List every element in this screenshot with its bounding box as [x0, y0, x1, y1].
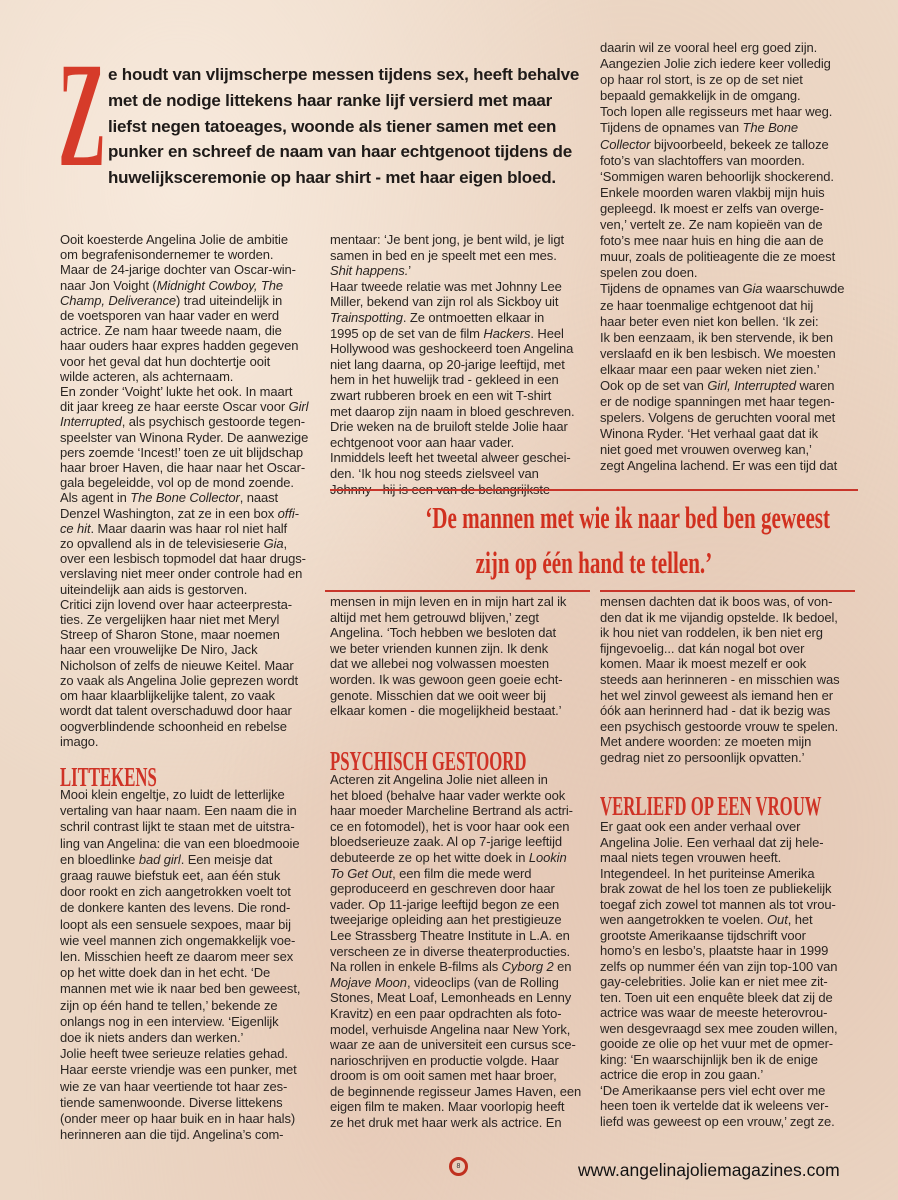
text-segment: . Heel: [530, 325, 564, 341]
intro-line: met de nodige littekens haar ranke lijf versierd met maar: [108, 90, 552, 110]
text-line: maal niets tegen vrouwen heeft.: [600, 850, 782, 865]
text-line: Haar eerste vriendje was een punker, met: [60, 1062, 297, 1078]
text-line: homo’s en lesbo’s, plaatste haar in 1999: [600, 943, 829, 958]
text-segment: Als agent in: [60, 490, 131, 506]
text-line: zegt Angelina lachend. Er was een tijd dat: [600, 458, 838, 474]
text-segment: waren: [795, 377, 835, 393]
text-line: spelers. Volgens de geruchten vooral met: [600, 410, 836, 426]
text-line: we beter vrienden kunnen zijn. Ik denk: [330, 640, 549, 656]
column-2-bottom-text: [330, 772, 600, 1131]
text-line: verslaafd en ik ben lesbisch. We moesten: [600, 345, 836, 361]
text-line: ze haar toenmalige echtgenoot dat hij: [600, 297, 814, 313]
column-1-top-text: [60, 232, 330, 749]
text-line: mensen in mijn leven en in mijn hart zal ik: [330, 594, 567, 609]
text-line: [330, 975, 600, 991]
text-line: de voetsporen van haar vader en werd: [60, 308, 279, 324]
text-line: Met andere woorden: ze moeten mijn: [600, 734, 812, 750]
text-line: de donkere kanten des levens. Die rond-: [60, 900, 291, 916]
text-line: ce en fotomodel), het is voor haar ook een: [330, 818, 570, 834]
page-number-badge: 8: [449, 1157, 468, 1176]
text-line: bepaald gemakkelijk in de omgang.: [600, 88, 801, 104]
text-line: samen in bed en je speelt met een mes.: [330, 247, 557, 263]
text-segment: . Ze ontmoetten elkaar in: [402, 309, 545, 325]
text-segment: ,: [283, 536, 288, 552]
text-line: zwart rubberen broek en een wit T-shirt: [330, 387, 552, 403]
text-line: mensen dachten dat ik boos was, of von-: [600, 594, 833, 609]
text-line: Haar tweede relatie was met Johnny Lee: [330, 278, 562, 294]
text-line: ‘Sommigen waren behoorlijk shockerend.: [600, 168, 834, 184]
text-line: mannen met wie ik naar bed ben geweest,: [60, 981, 301, 997]
text-line: Jolie heeft twee serieuze relaties gehad.: [60, 1046, 288, 1062]
text-line: [60, 536, 330, 551]
text-line: geproduceerd en geschreven door haar: [330, 881, 555, 897]
text-line: [330, 850, 600, 866]
pull-quote-top-rule: [330, 489, 858, 491]
text-line: Miller, bekend van zijn rol als Sickboy uit: [330, 294, 559, 310]
text-line: haar moeder Marcheline Bertrand als actri-: [330, 803, 573, 819]
text-line: actrice. Ze nam haar tweede naam, die: [60, 323, 282, 339]
text-line: komen. Maar ik moest mezelf er ook: [600, 656, 807, 672]
text-line: [60, 399, 330, 414]
text-line: bloedserieuze zaak. Al op 7-jarige leeftijd: [330, 834, 563, 850]
text-line: waar ze aan de universiteit een cursus sce-: [330, 1037, 576, 1053]
text-line: haar ouders haar expres hadden gegeven: [60, 338, 299, 354]
italic-title: bad girl: [138, 851, 181, 867]
text-line: wen desgevraagd sex mee zouden willen,: [600, 1020, 838, 1036]
text-line: [60, 521, 330, 536]
text-line: door rookt en zich aangetrokken voelt tot: [60, 884, 291, 900]
intro-line: huwelijksceremonie op haar shirt - met haar eigen bloed.: [108, 168, 556, 188]
text-line: liefd was geweest op een vrouw,’ zegt ze.: [600, 1113, 835, 1129]
text-line: voor het geval dat hun dochtertje ooit: [60, 353, 271, 369]
text-line: droom is om ooit samen met haar broer,: [330, 1068, 557, 1084]
heading-psychisch-gestoord: PSYCHISCH GESTOORD: [330, 746, 527, 776]
text-line: [600, 120, 870, 136]
text-line: wie ze van haar veertiende tot haar zes-: [60, 1078, 288, 1094]
intro-paragraph: [108, 62, 588, 191]
text-line: Acteren zit Angelina Jolie niet alleen in: [330, 772, 548, 787]
text-line: zelfs op nummer één van zijn top-100 van: [600, 958, 838, 974]
text-line: zo vaak als Angelina Jolie geprezen wordt: [60, 672, 298, 688]
text-line: ven,’ vertelt ze. Ze nam kopieën van de: [600, 217, 823, 233]
text-line: loopt als een sensuele sexpoes, maar bij: [60, 916, 291, 932]
text-segment: Denzel Washington, zat ze in een box: [60, 505, 278, 521]
text-line: imago.: [60, 733, 99, 749]
text-line: [330, 866, 600, 882]
pull-quote-bottom-rule-left: [325, 590, 590, 592]
text-line: den dat ik me vijandig opstelde. Ik bedoel,: [600, 609, 838, 625]
text-line: onlangs nog in een interview. ‘Eigenlijk: [60, 1013, 279, 1029]
text-segment: . Maar daarin was haar rol niet half: [90, 520, 288, 536]
italic-title: Girl: [288, 399, 309, 415]
italic-title: ce hit: [60, 520, 91, 536]
text-line: echtgenoot voor aan haar vader.: [330, 434, 515, 450]
text-line: Winona Ryder. ‘Het verhaal gaat dat ik: [600, 426, 819, 442]
text-line: graag rauwe biefstuk eet, aan één stuk: [60, 868, 281, 884]
text-line: [330, 326, 600, 342]
text-line: genote. Misschien dat we ooit weer bij: [330, 687, 546, 703]
text-line: [60, 278, 330, 293]
text-line: Ooit koesterde Angelina Jolie de ambitie: [60, 232, 288, 247]
italic-title: Gia: [742, 281, 763, 297]
text-segment: . Een meisje dat: [180, 851, 273, 867]
text-line: tweejarige opleiding aan het prestigieuze: [330, 912, 562, 928]
text-segment: bijvoorbeeld, bekeek ze talloze: [650, 136, 829, 152]
italic-title: Lookin: [528, 849, 567, 865]
text-line: doe ik niets anders dan werken.’: [60, 1030, 244, 1046]
text-line: óók aan herinnerd had - dat ik bezig was: [600, 703, 831, 719]
italic-title: Champ, Deliverance: [60, 292, 176, 308]
italic-title: Out: [767, 912, 788, 927]
text-line: gepleegd. Ik moest er zelfs van overge-: [600, 200, 824, 216]
drop-cap: Z: [58, 32, 107, 198]
text-line: Angelina Jolie. Een verhaal dat zij hele-: [600, 834, 824, 850]
text-segment: Tijdens de opnames van: [600, 120, 743, 136]
text-line: herinneren aan die tijd. Angelina’s com-: [60, 1127, 284, 1143]
text-line: haar een vrouwelijke De Niro, Jack: [60, 642, 258, 658]
text-line: Angelina. ‘Toch hebben we besloten dat: [330, 625, 557, 641]
text-line: Enkele moorden waren vlakbij mijn huis: [600, 184, 825, 200]
text-line: Mooi klein engeltje, zo luidt de letterlijke: [60, 787, 285, 802]
text-segment: naar Jon Voight (: [60, 277, 157, 293]
text-line: (onder meer op haar buik en in haar hals): [60, 1111, 296, 1127]
text-line: tiende samenwoonde. Diverse littekens: [60, 1094, 283, 1110]
text-line: len. Misschien heeft ze daarom meer sex: [60, 949, 294, 965]
text-segment: , videoclips (van de Rolling: [406, 974, 559, 990]
heading-verliefd-op-een-vrouw: VERLIEFD OP EEN VROUW: [600, 791, 822, 821]
intro-line: liefst negen tatoeages, woonde als tiener samen met een: [108, 116, 557, 136]
text-line: elkaar maar een paar weken niet zien.’: [600, 361, 820, 377]
text-segment: , een film die mede werd: [392, 865, 532, 881]
text-line: [600, 137, 870, 153]
text-line: speelster van Winona Ryder. De aanwezige: [60, 429, 309, 445]
text-line: wilde acteren, als achternaam.: [60, 368, 234, 384]
text-line: mentaar: ‘Je bent jong, je bent wild, je ligt: [330, 232, 564, 247]
text-line: [330, 959, 600, 975]
text-line: Stones, Meat Loaf, Lemonheads en Lenny: [330, 990, 572, 1006]
pull-quote-text: ‘De mannen met wie ik naar bed ben geweest: [425, 500, 831, 535]
text-line: niet lang daarna, op 20-jarige leeftijd, met: [330, 356, 565, 372]
text-line: [330, 310, 600, 326]
italic-title: The Bone: [742, 120, 799, 136]
italic-title: Cyborg 2: [501, 959, 554, 975]
text-line: haar beter even niet kon bellen. ‘Ik zei:: [600, 313, 819, 329]
text-line: En zonder ‘Voight’ lukte het ook. In maart: [60, 384, 293, 400]
italic-title: offi-: [277, 505, 299, 521]
text-line: Er gaat ook een ander verhaal over: [600, 819, 801, 834]
text-line: narioschrijven en productie volgde. Haar: [330, 1052, 559, 1068]
text-line: worden. Ik was gewoon geen goeie echt-: [330, 671, 563, 687]
text-segment: debuteerde ze op het witte doek in: [330, 849, 529, 865]
text-line: Lee Strassberg Theatre Institute in L.A. en: [330, 927, 570, 943]
italic-title: Gia: [263, 536, 284, 552]
text-line: ten. Toen uit een enquête bleek dat zij de: [600, 989, 833, 1005]
text-line: Nicholson of zelfs de nieuwe Keitel. Maar: [60, 657, 294, 673]
italic-title: Hackers: [483, 325, 531, 341]
italic-title: Mojave Moon: [330, 974, 407, 990]
text-line: Critici zijn lovend over haar acteerpresta-: [60, 596, 292, 612]
text-line: oogverblindende schoonheid en rebelse: [60, 718, 287, 734]
text-line: foto’s van slachtoffers van moorden.: [600, 152, 805, 168]
text-line: king: ‘En waarschijnlijk ben ik de enige: [600, 1051, 818, 1067]
text-line: [60, 852, 330, 868]
text-line: ze het druk met haar werk als actrice. En: [330, 1115, 562, 1131]
text-line: Hollywood was geshockeerd toen Angelina: [330, 341, 574, 357]
text-line: verslaving niet meer onder controle had en: [60, 566, 303, 582]
text-line: Streep of Sharon Stone, maar noemen: [60, 627, 280, 643]
text-line: hem in het huwelijk trad - gekleed in een: [330, 372, 559, 388]
column-3-bottom-text: [600, 819, 870, 1129]
text-line: gooide ze olie op het vuur met de opmer-: [600, 1036, 834, 1051]
text-line: [60, 506, 330, 521]
text-segment: ) trad uiteindelijk in: [175, 292, 283, 308]
text-line: Maar de 24-jarige dochter van Oscar-win-: [60, 262, 296, 278]
italic-title: The Bone Collector: [130, 490, 240, 506]
text-line: het wel zinvol geweest als iemand hen er: [600, 687, 834, 703]
text-line: wordt dat talent overschaduwd door haar: [60, 703, 292, 719]
column-3-middle-text: [600, 594, 870, 766]
text-line: heen toen ik vertelde dat ik weleens ver-: [600, 1098, 829, 1113]
text-line: [60, 414, 330, 429]
column-1-bottom-text: [60, 787, 330, 1143]
text-segment: Tijdens de opnames van: [600, 281, 743, 297]
text-line: vertaling van haar naam. Een naam die in: [60, 803, 297, 819]
pull-quote-text: zijn op één hand te tellen.’: [475, 545, 713, 580]
text-line: den. ‘Ik hou nog steeds zielsveel van: [330, 465, 539, 481]
heading-littekens: LITTEKENS: [60, 762, 157, 792]
text-line: ik hou niet van roddelen, ik ben niet erg: [600, 625, 823, 641]
text-segment: , naast: [239, 490, 279, 506]
text-line: een psychisch gestoorde vrouw te spelen.: [600, 718, 839, 734]
text-line: gay-celebrities. Jolie kan er niet mee zit-: [600, 974, 828, 989]
text-line: dat we allebei nog volwassen moesten: [330, 656, 549, 672]
text-line: uiteindelijk aan aids is gestorven.: [60, 581, 248, 597]
text-line: met daarop zijn naam in bloed geschreven.: [330, 403, 575, 419]
text-line: Integendeel. In het puriteinse Amerika: [600, 865, 815, 881]
pull-quote-line-1: [330, 500, 858, 536]
text-line: [600, 378, 870, 394]
intro-line: punker en schreef de naam van haar echtgenoot tijdens de: [108, 142, 572, 162]
text-segment: en: [553, 959, 572, 975]
italic-title: Midnight Cowboy, The: [156, 277, 283, 293]
text-line: er de nodige spanningen met haar tegen-: [600, 394, 835, 410]
italic-title: Collector: [600, 136, 651, 152]
italic-title: Girl, Interrupted: [707, 377, 796, 393]
text-line: Toch lopen alle regisseurs met haar weg.: [600, 104, 833, 120]
text-line: fijngevoelig... dat kán nogal bot over: [600, 640, 805, 656]
text-line: steeds aan herinneren - en misschien was: [600, 671, 840, 687]
text-line: Kravitz) en een paar opdrachten als foto-: [330, 1005, 562, 1021]
text-line: op haar rol stort, is ze op de set niet: [600, 72, 803, 88]
text-line: [330, 263, 600, 279]
text-line: Inmiddels leeft het tweetal alweer geschei-: [330, 450, 571, 466]
text-line: [600, 912, 870, 928]
text-segment: ’: [408, 263, 412, 279]
text-segment: , als psychisch gestoorde tegen-: [121, 414, 306, 430]
text-line: op het witte doek dan in het echt. ‘De: [60, 965, 271, 981]
text-line: [60, 293, 330, 308]
italic-title: Interrupted: [60, 414, 122, 430]
text-line: vader. Op 11-jarige leeftijd begon ze een: [330, 896, 560, 912]
text-line: verscheen ze in diverse theaterproducties.: [330, 943, 571, 959]
text-line: over een lesbisch topmodel dat haar drugs-: [60, 551, 306, 567]
text-line: [600, 281, 870, 297]
text-line: om haar klaarblijkelijke talent, zo vaak: [60, 688, 275, 704]
text-line: foto’s mee naar huis en hing die aan de: [600, 233, 824, 249]
italic-title: Trainspotting: [330, 309, 403, 325]
column-3-top-text: [600, 40, 870, 475]
text-line: spelen zou doen.: [600, 265, 698, 281]
text-segment: wen aangetrokken te voelen.: [600, 912, 768, 927]
text-line: zijn op één hand te tellen,’ bekende ze: [60, 997, 278, 1013]
text-line: gala begeleidde, vol op de mond zoende.: [60, 475, 294, 491]
text-segment: zo opvallend als in de televisieserie: [60, 536, 264, 552]
text-line: [60, 490, 330, 505]
text-line: niet goed met vrouwen overweg kan,’: [600, 442, 812, 458]
text-line: haar broer Haven, die haar naar het Oscar-: [60, 460, 306, 476]
text-segment: en bloedlinke: [60, 851, 139, 867]
text-line: gedrag niet zo persoonlijk opvatten.’: [600, 749, 805, 765]
text-line: de beginnende regisseur James Haven, een: [330, 1083, 582, 1099]
text-line: om begrafenisondernemer te worden.: [60, 247, 274, 263]
text-line: brak zowat de hel los toen ze publiekelijk: [600, 881, 832, 896]
text-line: het bloed (behalve haar vader werkte ook: [330, 787, 566, 803]
text-segment: 1995 op de set van de film: [330, 325, 484, 341]
text-line: ling van Angelina: die van een bloedmooie: [60, 835, 300, 851]
text-segment: dit jaar kreeg ze haar eerste Oscar voor: [60, 399, 289, 415]
text-line: elkaar komen - die mogelijkheid bestaat.’: [330, 703, 562, 719]
text-line: actrice was waar de meeste heterovrou-: [600, 1005, 828, 1020]
text-line: ‘De Amerikaanse pers viel echt over me: [600, 1082, 826, 1098]
text-line: muur, zoals de politieagente die ze moest: [600, 249, 836, 265]
text-line: toegaf zich zowel tot mannen als tot vrou-: [600, 896, 836, 912]
text-line: Drie weken na de bruiloft stelde Jolie haar: [330, 419, 568, 435]
text-line: altijd met hem getrouwd blijven,’ zegt: [330, 609, 539, 625]
column-2-top-text: [330, 232, 600, 497]
text-segment: , het: [787, 912, 813, 927]
text-line: eigen film te maken. Maar voorlopig heeft: [330, 1099, 565, 1115]
text-line: pers zoemde ‘Incest!’ toen ze uit blijdschap: [60, 444, 303, 460]
text-line: grootste Amerikaanse tijdschrift voor: [600, 927, 806, 943]
text-line: actrice die erop in zou gaan.’: [600, 1067, 764, 1082]
pull-quote-line-2: [330, 545, 858, 581]
text-segment: Na rollen in enkele B-films als: [330, 959, 502, 975]
text-line: ties. Ze vergelijken haar niet met Meryl: [60, 612, 280, 628]
text-line: schril contrast lijkt te staan met de uitstra-: [60, 819, 295, 835]
watermark-url: www.angelinajoliemagazines.com: [578, 1160, 840, 1180]
intro-line: e houdt van vlijmscherpe messen tijdens sex, heeft behalve: [108, 65, 580, 84]
column-2-middle-text: [330, 594, 600, 719]
text-segment: Ook op de set van: [600, 377, 708, 393]
text-line: Ik ben eenzaam, ik ben stervende, ik ben: [600, 329, 834, 345]
text-line: daarin wil ze vooral heel erg goed zijn.: [600, 40, 818, 55]
italic-title: To Get Out: [330, 865, 393, 881]
italic-title: Shit happens.: [330, 263, 409, 279]
pull-quote-bottom-rule-right: [600, 590, 855, 592]
text-line: Aangezien Jolie zich iedere keer volledig: [600, 56, 831, 72]
text-segment: waarschuwde: [762, 281, 845, 297]
text-line: wie veel mannen zich ongemakkelijk voe-: [60, 932, 296, 948]
text-line: model, verhuisde Angelina naar New York,: [330, 1021, 571, 1037]
